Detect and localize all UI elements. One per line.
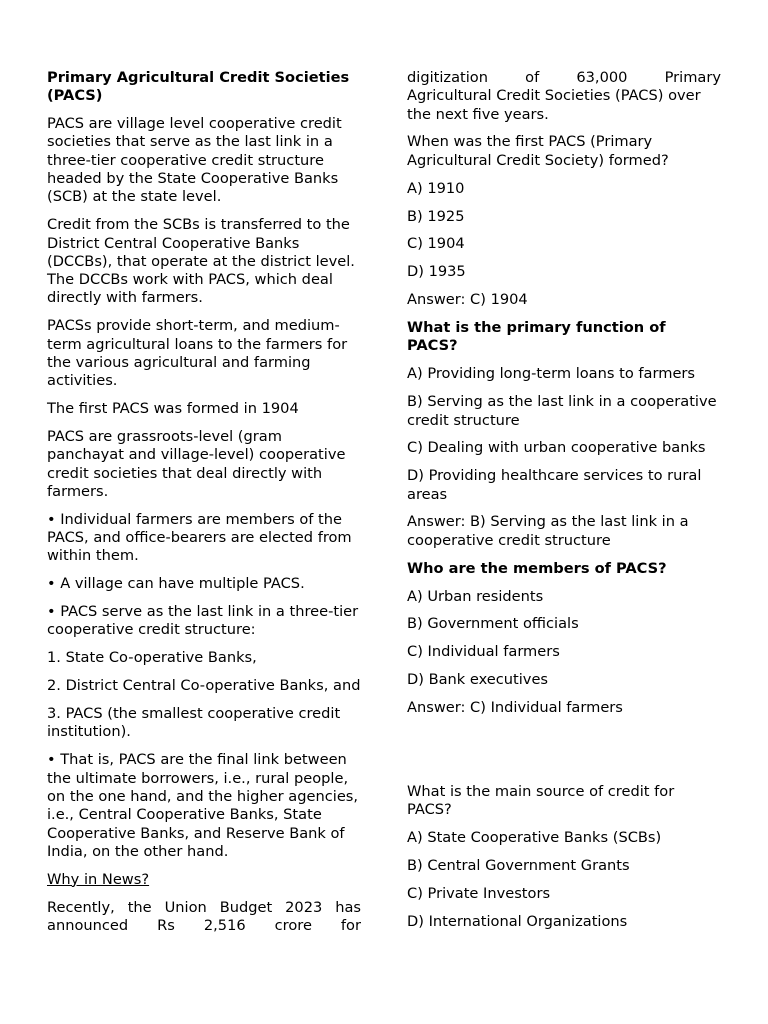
bullet-item: • A village can have multiple PACS. <box>47 575 305 593</box>
quiz-option: D) 1935 <box>407 263 466 281</box>
continued-paragraph <box>407 69 721 124</box>
quiz-answer: Answer: C) 1904 <box>407 291 528 309</box>
quiz-option: B) Central Government Grants <box>407 857 630 875</box>
news-paragraph <box>47 899 361 936</box>
continued-line: Agricultural Credit Societies (PACS) over the next five years. <box>407 87 701 123</box>
quiz-option: D) Providing healthcare services to rural areas <box>407 467 702 503</box>
quiz-answer: Answer: C) Individual farmers <box>407 699 623 717</box>
quiz-option: A) State Cooperative Banks (SCBs) <box>407 829 662 847</box>
news-line: announced Rs 2,516 crore for <box>47 916 361 934</box>
continued-line: digitization of 63,000 Primary <box>407 69 721 86</box>
quiz-question: What is the main source of credit for PACS? <box>407 783 675 819</box>
left-column <box>47 69 361 935</box>
quiz-option: B) Government officials <box>407 615 579 633</box>
numbered-item: 2. District Central Co-operative Banks, and <box>47 677 361 695</box>
body-paragraph: PACSs provide short-term, and medium-term agricultural loans to the farmers for the various agricultural and farming activities. <box>47 317 348 390</box>
quiz-question: What is the primary function of PACS? <box>407 319 666 355</box>
quiz-answer: Answer: B) Serving as the last link in a cooperative credit structure <box>407 513 689 549</box>
quiz-option: C) 1904 <box>407 235 465 253</box>
body-paragraph: PACS are village level cooperative credit societies that serve as the last link in a three-tier cooperative credit structure headed by the State Cooperative Banks (SCB) at the state level. <box>47 115 342 206</box>
bullet-item: • Individual farmers are members of the PACS, and office-bearers are elected from within them. <box>47 510 352 565</box>
numbered-item: 3. PACS (the smallest cooperative credit institution). <box>47 705 341 741</box>
blank-space <box>407 727 721 783</box>
quiz-option: C) Dealing with urban cooperative banks <box>407 439 706 457</box>
quiz-option: A) Urban residents <box>407 587 544 605</box>
quiz-question: Who are the members of PACS? <box>407 559 667 577</box>
right-column <box>407 69 721 941</box>
quiz-option: B) Serving as the last link in a cooperative credit structure <box>407 393 717 429</box>
numbered-item: 1. State Co-operative Banks, <box>47 649 257 667</box>
bullet-item: • That is, PACS are the final link between the ultimate borrowers, i.e., rural people, on the one hand, and the higher agencies, i.e., Central Cooperative Banks, State Cooperative Banks, and Reserve Bank of India, on the other hand. <box>47 751 359 860</box>
quiz-option: C) Private Investors <box>407 884 551 902</box>
document-title: Primary Agricultural Credit Societies (PACS) <box>47 69 350 105</box>
body-paragraph: Credit from the SCBs is transferred to the District Central Cooperative Banks (DCCBs), that operate at the district level. The DCCBs work with PACS, which deal directly with farmers. <box>47 216 355 307</box>
quiz-option: C) Individual farmers <box>407 643 560 661</box>
quiz-option: D) Bank executives <box>407 671 549 689</box>
quiz-option: A) Providing long-term loans to farmers <box>407 365 696 383</box>
bullet-item: • PACS serve as the last link in a three-tier cooperative credit structure: <box>47 603 359 639</box>
body-paragraph: The first PACS was formed in 1904 <box>47 400 299 418</box>
quiz-option: B) 1925 <box>407 207 465 225</box>
quiz-option: A) 1910 <box>407 179 465 197</box>
body-paragraph: PACS are grassroots-level (gram panchayat and village-level) cooperative credit societies that deal directly with farmers. <box>47 428 346 500</box>
news-line: Recently, the Union Budget 2023 has <box>47 898 361 916</box>
quiz-question: When was the first PACS (Primary Agricultural Credit Society) formed? <box>407 133 669 169</box>
quiz-option: D) International Organizations <box>407 912 628 930</box>
news-heading: Why in News? <box>47 870 150 888</box>
